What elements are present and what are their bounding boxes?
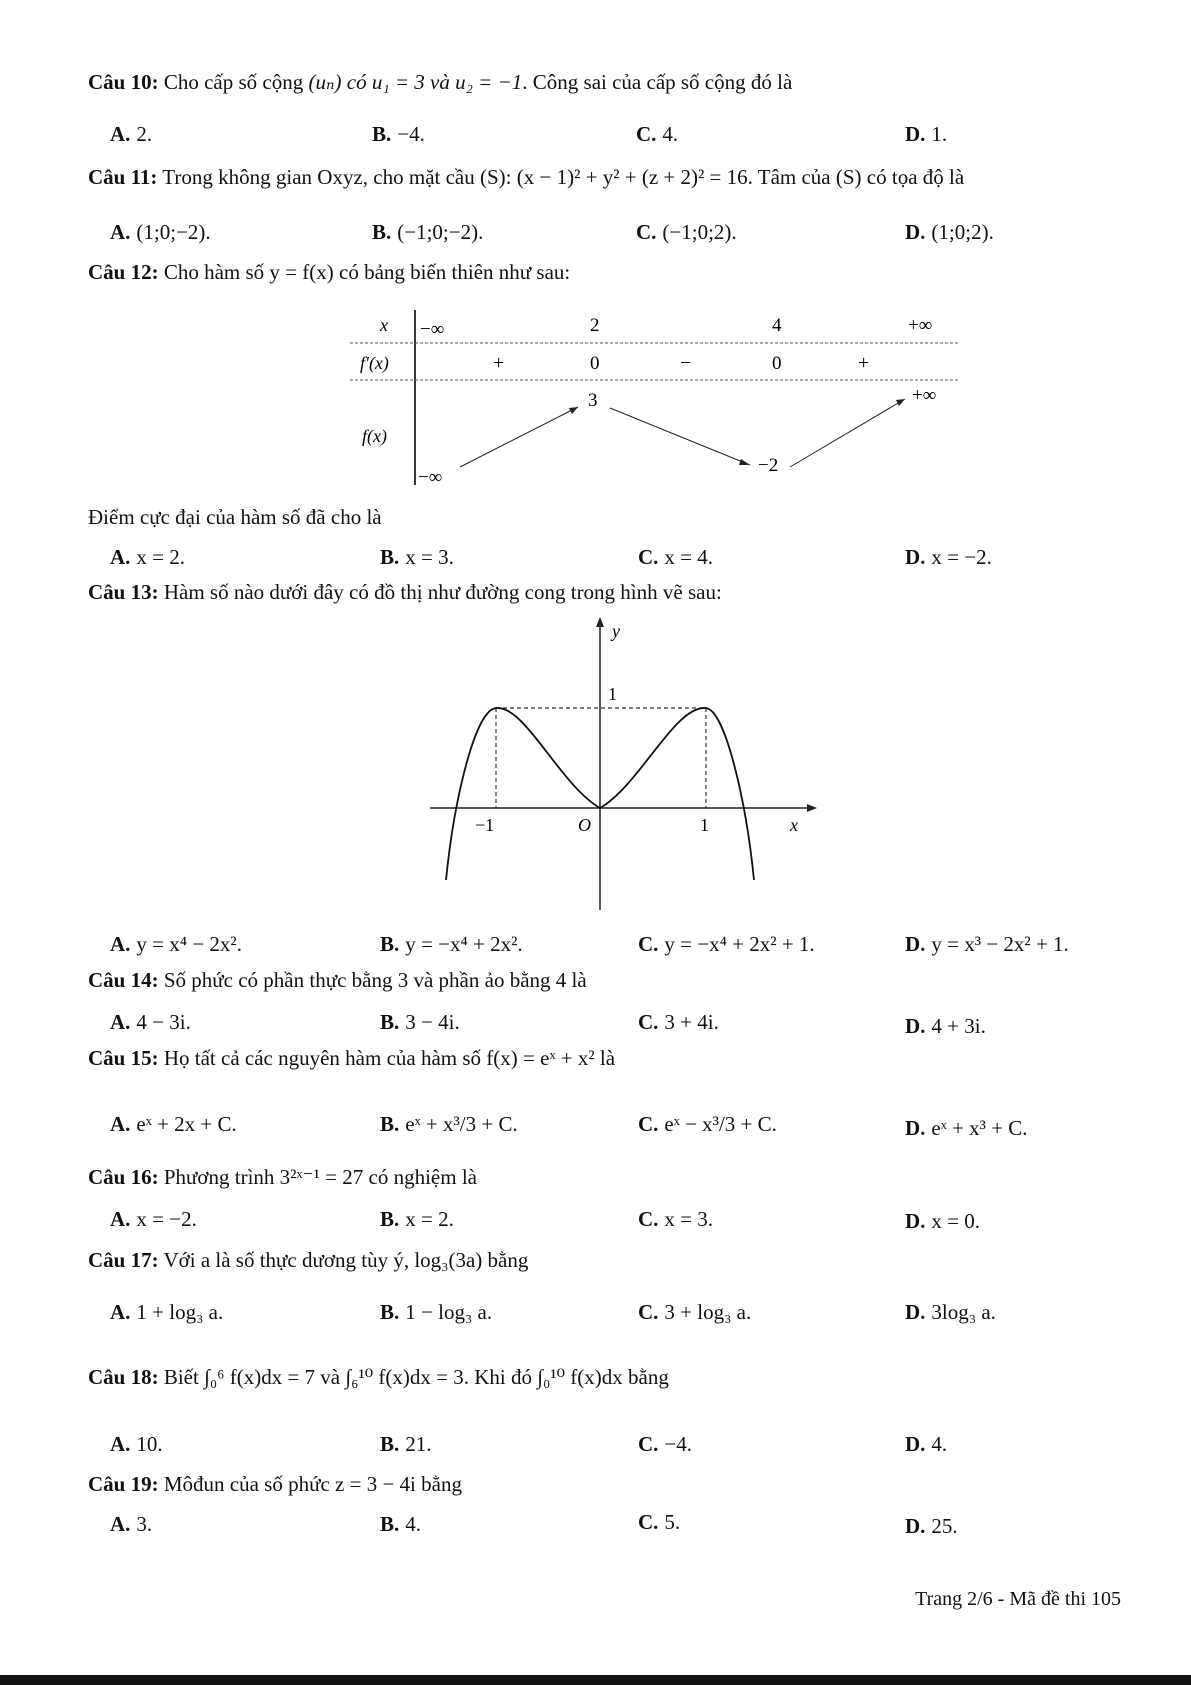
- question-text: Họ tất cả các nguyên hàm của hàm số f(x) = eˣ + x² là: [158, 1046, 616, 1070]
- option-c: C. y = −x⁴ + 2x² + 1.: [638, 932, 815, 956]
- table-f-value: 3: [588, 390, 598, 411]
- option-a: A. (1;0;−2).: [110, 220, 211, 244]
- option-a: A. eˣ + 2x + C.: [110, 1112, 237, 1136]
- option-c: C. −4.: [638, 1432, 693, 1456]
- option-d: D. 1.: [905, 122, 948, 146]
- option-d: D. x = −2.: [905, 545, 992, 569]
- option-a: A. 4 − 3i.: [110, 1010, 191, 1034]
- question-label: Câu 16:: [88, 1165, 159, 1189]
- option-d: D. 4.: [905, 1432, 948, 1456]
- option-b: B. 21.: [380, 1432, 432, 1456]
- variation-table: [350, 305, 970, 490]
- option-c: C. 4.: [636, 122, 679, 146]
- option-b: B. eˣ + x³/3 + C.: [380, 1112, 518, 1136]
- option-d: D. x = 0.: [905, 1209, 981, 1233]
- table-x-value: −∞: [420, 319, 445, 340]
- question-label: Câu 19:: [88, 1472, 159, 1496]
- option-a: A. 3.: [110, 1512, 153, 1536]
- option-c: C. eˣ − x³/3 + C.: [638, 1112, 777, 1136]
- option-b: B. y = −x⁴ + 2x².: [380, 932, 523, 956]
- option-d: D. 25.: [905, 1514, 958, 1538]
- table-f-value: −2: [758, 455, 779, 476]
- question-12-prompt: Điểm cực đại của hàm số đã cho là: [88, 505, 382, 529]
- graph-y-label: y: [612, 621, 620, 641]
- question-text: . Công sai của cấp số cộng đó là: [522, 70, 793, 94]
- question-14: [88, 968, 587, 993]
- question-label: Câu 15:: [88, 1046, 159, 1070]
- question-18: [88, 1365, 669, 1390]
- scan-edge: [0, 1675, 1191, 1685]
- question-label: Câu 18:: [88, 1365, 159, 1389]
- graph-tick-y: 1: [608, 684, 617, 704]
- question-12: [88, 260, 570, 285]
- question-label: Câu 13:: [88, 580, 159, 604]
- question-text: Phương trình 3²ˣ⁻¹ = 27 có nghiệm là: [158, 1165, 477, 1189]
- question-15: [88, 1046, 615, 1071]
- question-label: Câu 12:: [88, 260, 159, 284]
- function-graph: [420, 615, 830, 915]
- question-16: [88, 1165, 477, 1190]
- question-text: Trong không gian Oxyz, cho mặt cầu (S): (x − 1)² + y² + (z + 2)² = 16. Tâm của (S) có tọa độ là: [157, 165, 965, 189]
- graph-tick-neg: −1: [475, 815, 495, 835]
- option-a: A. x = 2.: [110, 545, 186, 569]
- question-text: Hàm số nào dưới đây có đồ thị như đường cong trong hình vẽ sau:: [158, 580, 722, 604]
- option-a: A. 10.: [110, 1432, 163, 1456]
- table-fp-value: 0: [772, 353, 782, 374]
- table-fp-value: +: [493, 352, 505, 374]
- graph-origin: O: [578, 815, 591, 835]
- table-f-value: −∞: [418, 467, 443, 488]
- option-b: B. 3 − 4i.: [380, 1010, 460, 1034]
- option-c: C. x = 4.: [638, 545, 714, 569]
- option-a: A. 2.: [110, 122, 153, 146]
- page-footer: Trang 2/6 - Mã đề thi 105: [915, 1588, 1121, 1610]
- table-x-label: x: [380, 315, 388, 335]
- option-c: C. 3 + 4i.: [638, 1010, 719, 1034]
- option-a: A. y = x⁴ − 2x².: [110, 932, 242, 956]
- option-d: D. 4 + 3i.: [905, 1014, 986, 1038]
- question-text: Cho hàm số y = f(x) có bảng biến thiên như sau:: [158, 260, 571, 284]
- option-c: C. x = 3.: [638, 1207, 714, 1231]
- question-text: Biết ∫₀⁶ f(x)dx = 7 và ∫₆¹⁰ f(x)dx = 3. Khi đó ∫₀¹⁰ f(x)dx bằng: [158, 1365, 669, 1389]
- question-text: Với a là số thực dương tùy ý, log₃(3a) bằng: [158, 1248, 529, 1272]
- option-c: C. (−1;0;2).: [636, 220, 737, 244]
- question-text: Số phức có phần thực bằng 3 và phần ảo bằng 4 là: [158, 968, 587, 992]
- graph-x-label: x: [790, 815, 798, 835]
- table-fp-value: 0: [590, 353, 600, 374]
- option-b: B. x = 3.: [380, 545, 454, 569]
- option-d: D. eˣ + x³ + C.: [905, 1116, 1028, 1140]
- table-x-value: 4: [772, 315, 782, 336]
- option-d: D. y = x³ − 2x² + 1.: [905, 932, 1069, 956]
- question-text: Môđun của số phức z = 3 − 4i bằng: [158, 1472, 462, 1496]
- question-13: [88, 580, 722, 605]
- option-c: C. 3 + log₃ a.: [638, 1300, 752, 1324]
- table-fp-value: +: [858, 352, 870, 374]
- option-d: D. (1;0;2).: [905, 220, 994, 244]
- option-d: D. 3log₃ a.: [905, 1300, 996, 1324]
- question-math: (uₙ) có u₁ = 3 và u₂ = −1: [308, 70, 523, 94]
- table-fp-label: f′(x): [360, 353, 389, 373]
- option-b: B. 4.: [380, 1512, 422, 1536]
- table-x-value: +∞: [908, 315, 933, 336]
- question-label: Câu 14:: [88, 968, 159, 992]
- option-b: B. (−1;0;−2).: [372, 220, 484, 244]
- question-10: [88, 70, 792, 95]
- table-f-label: f(x): [362, 426, 387, 446]
- option-c: C. 5.: [638, 1510, 681, 1534]
- question-label: Câu 10:: [88, 70, 159, 94]
- question-17: [88, 1248, 528, 1273]
- option-b: B. −4.: [372, 122, 425, 146]
- table-f-value: +∞: [912, 385, 937, 406]
- question-label: Câu 17:: [88, 1248, 159, 1272]
- question-label: Câu 11:: [88, 165, 158, 189]
- option-b: B. x = 2.: [380, 1207, 454, 1231]
- table-fp-value: −: [680, 352, 692, 374]
- question-19: [88, 1472, 462, 1497]
- graph-tick-pos: 1: [700, 815, 709, 835]
- option-a: A. 1 + log₃ a.: [110, 1300, 224, 1324]
- option-a: A. x = −2.: [110, 1207, 197, 1231]
- question-text: Cho cấp số cộng: [158, 70, 309, 94]
- option-b: B. 1 − log₃ a.: [380, 1300, 493, 1324]
- question-11: [88, 165, 964, 190]
- table-x-value: 2: [590, 315, 600, 336]
